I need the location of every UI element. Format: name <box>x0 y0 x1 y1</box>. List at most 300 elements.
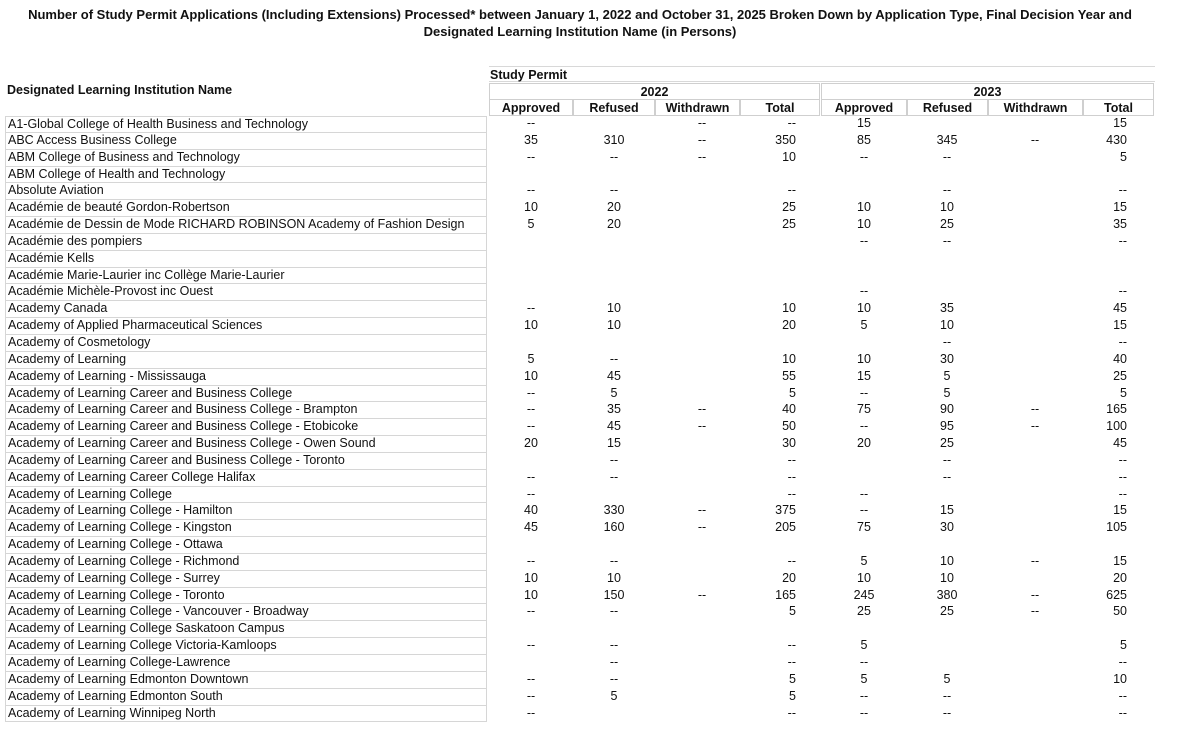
value-cell <box>917 487 977 504</box>
dli-name-cell: Académie Michèle-Provost inc Ouest <box>5 284 487 301</box>
value-cell: 45 <box>607 368 621 383</box>
value-cell: -- <box>942 149 952 164</box>
value-cell <box>834 537 894 554</box>
value-cell: 330 <box>603 503 625 518</box>
value-cell <box>736 621 796 638</box>
dli-name-cell: Academy of Applied Pharmaceutical Sciences <box>5 318 487 335</box>
value-cell: -- <box>787 486 796 501</box>
value-cell: 10 <box>940 318 954 333</box>
value-cell <box>501 167 561 184</box>
value-cell: -- <box>609 655 619 669</box>
value-cell <box>917 167 977 184</box>
value-cell: 430 <box>1106 132 1127 147</box>
value-cell <box>672 706 732 723</box>
value-cell: 35 <box>607 402 621 417</box>
value-cell <box>1005 318 1065 335</box>
value-cell <box>917 284 977 301</box>
value-cell: 20 <box>782 570 796 585</box>
dli-name-cell: ABM College of Health and Technology <box>5 167 487 184</box>
value-cell: -- <box>1030 553 1040 568</box>
value-cell: -- <box>859 284 869 299</box>
value-cell <box>584 268 644 285</box>
value-cell: -- <box>859 233 869 248</box>
value-cell <box>1005 369 1065 386</box>
value-cell: -- <box>942 233 952 248</box>
value-cell: 15 <box>1113 116 1127 130</box>
value-cell: -- <box>1030 587 1040 602</box>
value-cell: -- <box>859 655 869 669</box>
value-cell: -- <box>609 671 619 686</box>
value-cell: 10 <box>857 200 871 215</box>
value-cell: -- <box>1030 419 1040 434</box>
value-cell: -- <box>942 334 952 349</box>
value-cell <box>672 554 732 571</box>
value-cell: 15 <box>1113 553 1127 568</box>
value-cell: 10 <box>857 217 871 232</box>
year-header-2023: 2023 <box>821 83 1154 99</box>
dli-name-cell: ABC Access Business College <box>5 133 487 150</box>
value-cell: -- <box>526 604 536 619</box>
value-cell <box>1005 655 1065 672</box>
value-cell: -- <box>942 469 952 484</box>
value-cell: 30 <box>940 520 954 535</box>
value-cell: 15 <box>607 436 621 451</box>
value-cell <box>584 487 644 504</box>
value-cell <box>1005 706 1065 723</box>
value-cell: 205 <box>775 520 796 535</box>
value-cell: 45 <box>1113 301 1127 316</box>
dli-name-cell: Académie des pompiers <box>5 234 487 251</box>
value-cell <box>1067 167 1127 184</box>
dli-name-cell: Académie de beauté Gordon-Robertson <box>5 200 487 217</box>
value-cell: 75 <box>857 402 871 417</box>
dli-name-cell: Academy of Learning Career and Business College - Brampton <box>5 402 487 419</box>
value-cell <box>736 284 796 301</box>
value-cell: 30 <box>940 351 954 366</box>
value-cell <box>1005 638 1065 655</box>
value-cell <box>672 318 732 335</box>
value-cell <box>584 234 644 251</box>
dli-name-cell: Academy of Learning Career and Business College - Owen Sound <box>5 436 487 453</box>
value-cell <box>501 234 561 251</box>
value-cell: 5 <box>943 671 951 686</box>
value-cell: 5 <box>527 351 535 366</box>
value-cell <box>501 655 561 672</box>
value-cell: 380 <box>936 587 958 602</box>
column-header-total-2023: Total <box>1083 99 1154 116</box>
value-cell <box>672 251 732 268</box>
value-cell: -- <box>787 638 796 653</box>
value-cell: -- <box>1118 452 1127 467</box>
dli-name-cell: Academy of Cosmetology <box>5 335 487 352</box>
value-cell: -- <box>787 116 796 130</box>
value-cell <box>1005 503 1065 520</box>
value-cell: 5 <box>789 385 796 400</box>
dli-name-cell: Académie Marie-Laurier inc Collège Marie-Laurier <box>5 268 487 285</box>
value-cell: 50 <box>782 419 796 434</box>
value-cell: 345 <box>936 132 958 147</box>
value-cell <box>584 537 644 554</box>
value-cell: 90 <box>940 402 954 417</box>
value-cell <box>834 621 894 638</box>
value-cell: 15 <box>1113 200 1127 215</box>
value-cell <box>1005 621 1065 638</box>
value-cell <box>584 251 644 268</box>
value-cell: 25 <box>940 436 954 451</box>
value-cell <box>584 706 644 723</box>
value-cell: -- <box>526 419 536 434</box>
value-cell <box>672 689 732 706</box>
value-cell: 625 <box>1106 587 1127 602</box>
value-cell <box>834 470 894 487</box>
value-cell: 25 <box>1113 368 1127 383</box>
column-header-total-2022: Total <box>740 99 820 116</box>
value-cell: 5 <box>610 688 618 703</box>
value-cell: 35 <box>940 301 954 316</box>
value-cell <box>672 234 732 251</box>
value-cell <box>501 537 561 554</box>
value-cell: 150 <box>603 587 625 602</box>
dli-name-cell: Academy of Learning College Victoria-Kamloops <box>5 638 487 655</box>
value-cell: -- <box>859 419 869 434</box>
value-cell: 10 <box>607 301 621 316</box>
value-cell: 10 <box>940 553 954 568</box>
value-cell: -- <box>859 486 869 501</box>
value-cell <box>672 200 732 217</box>
value-cell <box>917 655 977 672</box>
value-cell <box>672 183 732 200</box>
value-cell <box>672 571 732 588</box>
value-cell: -- <box>942 705 952 720</box>
value-cell <box>1005 217 1065 234</box>
value-cell <box>1005 537 1065 554</box>
value-cell <box>501 621 561 638</box>
value-cell: 75 <box>857 520 871 535</box>
value-cell: 5 <box>943 368 951 383</box>
value-cell <box>736 234 796 251</box>
value-cell: 5 <box>527 217 535 232</box>
value-cell: 165 <box>775 587 796 602</box>
value-cell: -- <box>526 553 536 568</box>
value-cell: -- <box>1118 284 1127 299</box>
value-cell <box>1005 183 1065 200</box>
value-cell: -- <box>1118 688 1127 703</box>
value-cell: 10 <box>857 570 871 585</box>
dli-name-cell: Academy of Learning Career College Halifax <box>5 470 487 487</box>
value-cell <box>584 621 644 638</box>
value-cell <box>584 167 644 184</box>
value-cell: 5 <box>789 688 796 703</box>
value-cell: 15 <box>940 503 954 518</box>
value-cell <box>1005 571 1065 588</box>
value-cell: 45 <box>524 520 538 535</box>
value-cell: -- <box>609 604 619 619</box>
value-cell <box>736 537 796 554</box>
value-cell <box>1067 537 1127 554</box>
value-cell: 95 <box>940 419 954 434</box>
value-cell <box>834 335 894 352</box>
dli-name-cell: Academy of Learning Edmonton Downtown <box>5 672 487 689</box>
value-cell: -- <box>859 149 869 164</box>
value-cell: -- <box>787 655 796 669</box>
value-cell: -- <box>859 385 869 400</box>
value-cell <box>672 537 732 554</box>
value-cell <box>1005 284 1065 301</box>
column-header-refused-2022: Refused <box>573 99 655 116</box>
value-cell: 15 <box>1113 318 1127 333</box>
report-title <box>0 6 1160 40</box>
value-cell <box>672 369 732 386</box>
value-cell: 25 <box>940 604 954 619</box>
dli-name-cell: Academy of Learning Career and Business College <box>5 386 487 403</box>
value-cell: -- <box>526 705 536 720</box>
value-cell: 10 <box>524 318 538 333</box>
value-cell: -- <box>1118 183 1127 198</box>
value-cell <box>834 453 894 470</box>
value-cell: -- <box>942 452 952 467</box>
column-header-withdrawn-2022: Withdrawn <box>655 99 740 116</box>
value-cell <box>1005 234 1065 251</box>
value-cell: -- <box>859 688 869 703</box>
value-cell: 310 <box>603 132 625 147</box>
column-header-refused-2023: Refused <box>907 99 988 116</box>
value-cell: 160 <box>603 520 625 535</box>
dli-name-column-header: Designated Learning Institution Name <box>7 83 233 97</box>
value-cell <box>917 251 977 268</box>
value-cell: -- <box>609 149 619 164</box>
value-cell <box>917 268 977 285</box>
value-cell: 35 <box>1113 217 1127 232</box>
value-cell: -- <box>697 116 707 130</box>
value-cell <box>672 167 732 184</box>
value-cell <box>1005 386 1065 403</box>
value-cell: 25 <box>782 217 796 232</box>
value-cell: 10 <box>607 570 621 585</box>
value-cell: -- <box>526 301 536 316</box>
value-cell <box>1005 672 1065 689</box>
value-cell <box>736 268 796 285</box>
value-cell <box>917 621 977 638</box>
value-cell <box>1005 150 1065 167</box>
value-cell: -- <box>697 419 707 434</box>
value-cell: 40 <box>524 503 538 518</box>
value-cell <box>1005 301 1065 318</box>
value-cell: 15 <box>857 116 871 130</box>
dli-name-cell: Académie Kells <box>5 251 487 268</box>
value-cell: 85 <box>857 132 871 147</box>
value-cell: 45 <box>1113 436 1127 451</box>
value-cell: -- <box>526 385 536 400</box>
value-cell: -- <box>609 469 619 484</box>
value-cell <box>672 352 732 369</box>
value-cell <box>1005 352 1065 369</box>
value-cell: 5 <box>789 671 796 686</box>
value-cell: 5 <box>1120 149 1127 164</box>
value-cell <box>501 284 561 301</box>
value-cell: 10 <box>857 301 871 316</box>
value-cell: -- <box>697 402 707 417</box>
dli-name-cell: Academy of Learning College - Kingston <box>5 520 487 537</box>
value-cell: 20 <box>782 318 796 333</box>
value-cell: 20 <box>524 436 538 451</box>
value-cell <box>917 116 977 133</box>
value-cell: 10 <box>607 318 621 333</box>
value-cell: -- <box>697 520 707 535</box>
value-cell: -- <box>526 183 536 198</box>
value-cell: 15 <box>1113 503 1127 518</box>
value-cell: -- <box>1118 705 1127 720</box>
value-cell: 30 <box>782 436 796 451</box>
value-cell: 25 <box>782 200 796 215</box>
value-cell <box>736 335 796 352</box>
dli-name-cell: Académie de Dessin de Mode RICHARD ROBINSON Academy of Fashion Design <box>5 217 487 234</box>
dli-name-cell: Academy Canada <box>5 301 487 318</box>
dli-name-cell: Academy of Learning Winnipeg North <box>5 706 487 723</box>
value-cell <box>1005 116 1065 133</box>
dli-name-cell: Academy of Learning College - Toronto <box>5 588 487 605</box>
value-cell: 10 <box>524 368 538 383</box>
value-cell: -- <box>526 469 536 484</box>
value-cell <box>1005 470 1065 487</box>
value-cell: 20 <box>1113 570 1127 585</box>
value-cell <box>584 335 644 352</box>
value-cell: 5 <box>1120 638 1127 653</box>
value-cell: 10 <box>524 587 538 602</box>
dli-name-cell: Academy of Learning Career and Business College - Toronto <box>5 453 487 470</box>
value-cell <box>736 167 796 184</box>
dli-name-cell: Academy of Learning College Saskatoon Campus <box>5 621 487 638</box>
value-cell: 40 <box>782 402 796 417</box>
value-cell <box>1005 453 1065 470</box>
value-cell <box>672 621 732 638</box>
value-cell <box>672 217 732 234</box>
value-cell: 105 <box>1106 520 1127 535</box>
value-cell: 5 <box>789 604 796 619</box>
value-cell: 100 <box>1106 419 1127 434</box>
value-cell: 10 <box>782 351 796 366</box>
value-cell: -- <box>526 149 536 164</box>
value-cell <box>1005 487 1065 504</box>
value-cell: -- <box>787 183 796 198</box>
column-header-approved-2023: Approved <box>821 99 907 116</box>
value-cell: -- <box>1030 132 1040 147</box>
value-cell: -- <box>526 671 536 686</box>
value-cell: -- <box>787 553 796 568</box>
value-cell: 45 <box>607 419 621 434</box>
dli-name-cell: Academy of Learning Career and Business College - Etobicoke <box>5 419 487 436</box>
value-cell <box>672 386 732 403</box>
value-cell: 55 <box>782 368 796 383</box>
year-header-2022: 2022 <box>489 83 820 99</box>
value-cell: 5 <box>860 318 868 333</box>
value-cell: 375 <box>775 503 796 518</box>
value-cell <box>1067 251 1127 268</box>
value-cell <box>501 251 561 268</box>
value-cell: 20 <box>607 217 621 232</box>
value-cell: -- <box>859 503 869 518</box>
value-cell <box>672 301 732 318</box>
value-cell <box>672 638 732 655</box>
value-cell <box>1067 621 1127 638</box>
value-cell <box>1005 200 1065 217</box>
value-cell <box>1005 520 1065 537</box>
value-cell: -- <box>1118 233 1127 248</box>
value-cell <box>1005 268 1065 285</box>
dli-name-cell: Academy of Learning <box>5 352 487 369</box>
value-cell: -- <box>859 705 869 720</box>
value-cell: -- <box>1118 655 1127 669</box>
value-cell <box>834 167 894 184</box>
value-cell <box>834 251 894 268</box>
value-cell: 10 <box>857 351 871 366</box>
column-header-approved-2022: Approved <box>489 99 573 116</box>
dli-name-cell: A1-Global College of Health Business and Technology <box>5 116 487 133</box>
value-cell <box>917 638 977 655</box>
value-cell: -- <box>787 469 796 484</box>
dli-name-cell: Academy of Learning College - Richmond <box>5 554 487 571</box>
value-cell: -- <box>526 116 536 130</box>
value-cell <box>672 453 732 470</box>
value-cell <box>1005 436 1065 453</box>
dli-name-cell: ABM College of Business and Technology <box>5 150 487 167</box>
value-cell: -- <box>942 183 952 198</box>
value-cell <box>672 655 732 672</box>
value-cell: 15 <box>857 368 871 383</box>
value-cell: 165 <box>1106 402 1127 417</box>
value-cell <box>672 335 732 352</box>
value-cell <box>1005 167 1065 184</box>
dli-name-cell: Academy of Learning Edmonton South <box>5 689 487 706</box>
value-cell: 25 <box>857 604 871 619</box>
value-cell <box>917 537 977 554</box>
value-cell <box>1005 251 1065 268</box>
value-cell <box>672 436 732 453</box>
report-title-line-1: Number of Study Permit Applications (Including Extensions) Processed* between January 1, 2022 and October 31, 2025 Broken Down by Application Type, Final Decision Year and <box>28 7 1132 22</box>
column-header-withdrawn-2023: Withdrawn <box>988 99 1083 116</box>
value-cell <box>672 487 732 504</box>
value-cell <box>584 284 644 301</box>
value-cell <box>672 604 732 621</box>
value-cell <box>584 116 644 133</box>
dli-name-cell: Academy of Learning College - Ottawa <box>5 537 487 554</box>
value-cell: -- <box>1118 334 1127 349</box>
value-cell: 5 <box>860 671 868 686</box>
value-cell <box>1067 268 1127 285</box>
value-cell <box>672 672 732 689</box>
value-cell: -- <box>787 452 796 467</box>
value-cell: 10 <box>524 200 538 215</box>
dli-name-cell: Academy of Learning - Mississauga <box>5 369 487 386</box>
value-cell: 5 <box>943 385 951 400</box>
value-cell: -- <box>697 132 707 147</box>
value-cell: 5 <box>610 385 618 400</box>
dli-name-cell: Academy of Learning College <box>5 487 487 504</box>
value-cell: 10 <box>940 200 954 215</box>
application-type-header: Study Permit <box>489 66 1155 82</box>
value-cell <box>834 183 894 200</box>
value-cell: -- <box>609 638 619 653</box>
value-cell: -- <box>609 452 619 467</box>
report-title-line-2: Designated Learning Institution Name (in Persons) <box>423 24 737 39</box>
value-cell: -- <box>697 149 707 164</box>
value-cell: 10 <box>782 301 796 316</box>
value-cell <box>501 453 561 470</box>
value-cell <box>834 268 894 285</box>
dli-name-cell: Academy of Learning College - Surrey <box>5 571 487 588</box>
dli-name-cell: Academy of Learning College-Lawrence <box>5 655 487 672</box>
value-cell: 5 <box>860 638 868 653</box>
value-cell: -- <box>697 587 707 602</box>
